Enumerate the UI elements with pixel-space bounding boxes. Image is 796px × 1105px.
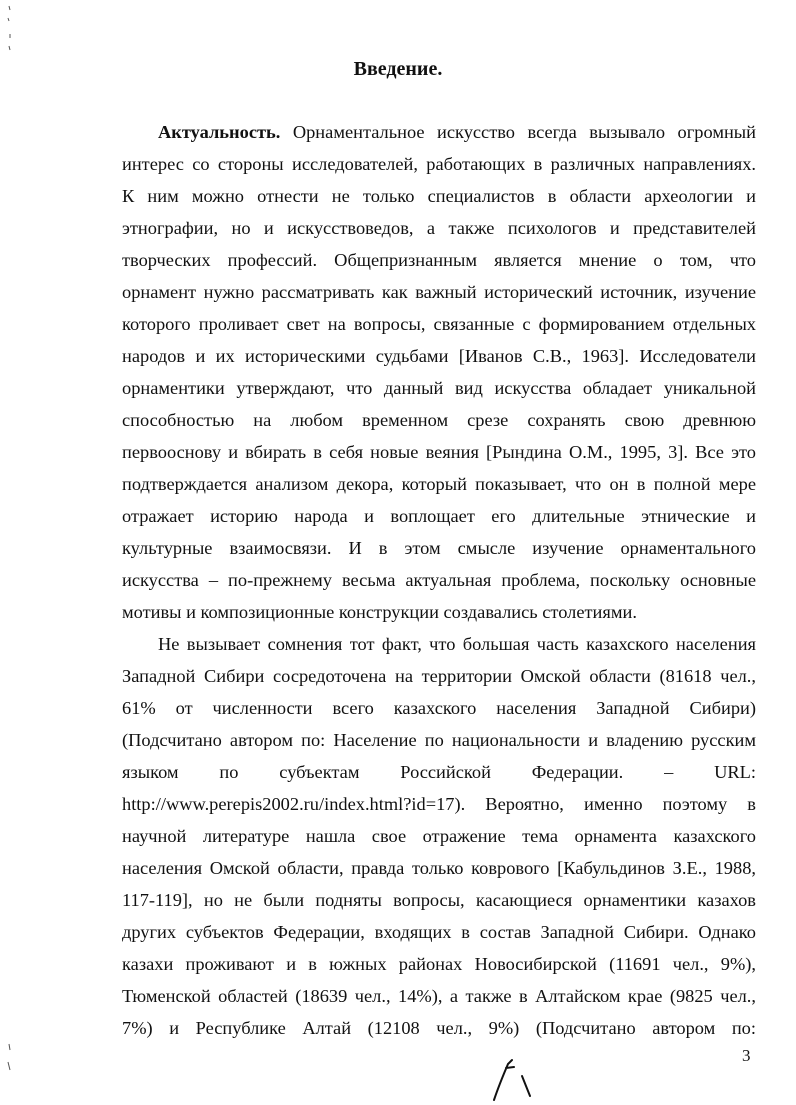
text-line: народов и их историческими судьбами [Иванов С.В., 1963]. Исследователи xyxy=(122,346,756,366)
text-line: Не вызывает сомнения тот факт, что большая часть казахского населения xyxy=(158,634,756,654)
text-line: этнографии, но и искусствоведов, а также психологов и представителей xyxy=(122,218,756,238)
text-line: научной литературе нашла свое отражение тема орнамента казахского xyxy=(122,826,756,846)
text-line: которого проливает свет на вопросы, связанные с формированием отдельных xyxy=(122,314,756,334)
text-line: Тюменской областей (18639 чел., 14%), а также в Алтайском крае (9825 чел., xyxy=(122,986,756,1006)
keyword-bold: Актуальность. xyxy=(158,122,281,142)
scan-artifact-bottom xyxy=(4,1040,14,1080)
text-line: Западной Сибири сосредоточена на территории Омской области (81618 чел., xyxy=(122,666,756,686)
text-line: казахи проживают и в южных районах Новосибирской (11691 чел., 9%), xyxy=(122,954,756,974)
text-line: первооснову и вбирать в себя новые веяния [Рындина О.М., 1995, 3]. Все это xyxy=(122,442,756,462)
text-line: способностью на любом временном срезе сохранять свою древнюю xyxy=(122,410,756,430)
text-line: отражает историю народа и воплощает его длительные этнические и xyxy=(122,506,756,526)
text-line: Актуальность. Орнаментальное искусство всегда вызывало огромный xyxy=(158,122,756,142)
scan-artifact-top xyxy=(4,4,14,52)
text-line: http://www.perepis2002.ru/index.html?id=17). Вероятно, именно поэтому в xyxy=(122,794,756,814)
text-line: (Подсчитано автором по: Население по национальности и владению русским xyxy=(122,730,756,750)
text-line: языком по субъектам Российской Федерации. – URL: xyxy=(122,762,756,782)
text-line: К ним можно отнести не только специалистов в области археологии и xyxy=(122,186,756,206)
text-line: 61% от численности всего казахского населения Западной Сибири) xyxy=(122,698,756,718)
text-line: 7%) и Республике Алтай (12108 чел., 9%) (Подсчитано автором по: xyxy=(122,1018,756,1038)
text-line: интерес со стороны исследователей, работающих в различных направлениях. xyxy=(122,154,756,174)
text-line: орнамент нужно рассматривать как важный исторический источник, изучение xyxy=(122,282,756,302)
text-line: орнаментики утверждают, что данный вид искусства обладает уникальной xyxy=(122,378,756,398)
text-line: подтверждается анализом декора, который показывает, что он в полной мере xyxy=(122,474,756,494)
signature-mark xyxy=(486,1058,536,1103)
text-line: других субъектов Федерации, входящих в состав Западной Сибири. Однако xyxy=(122,922,756,942)
section-title: Введение. xyxy=(353,58,443,80)
text-line: населения Омской области, правда только коврового [Кабульдинов З.Е., 1988, xyxy=(122,858,756,878)
text-line: искусства – по-прежнему весьма актуальная проблема, поскольку основные xyxy=(122,570,756,590)
text-line: мотивы и композиционные конструкции создавались столетиями. xyxy=(122,602,637,622)
text-line: творческих профессий. Общепризнанным является мнение о том, что xyxy=(122,250,756,270)
text-line: 117-119], но не были подняты вопросы, касающиеся орнаментики казахов xyxy=(122,890,756,910)
page-number: 3 xyxy=(742,1046,751,1065)
text-line: культурные взаимосвязи. И в этом смысле изучение орнаментального xyxy=(122,538,756,558)
